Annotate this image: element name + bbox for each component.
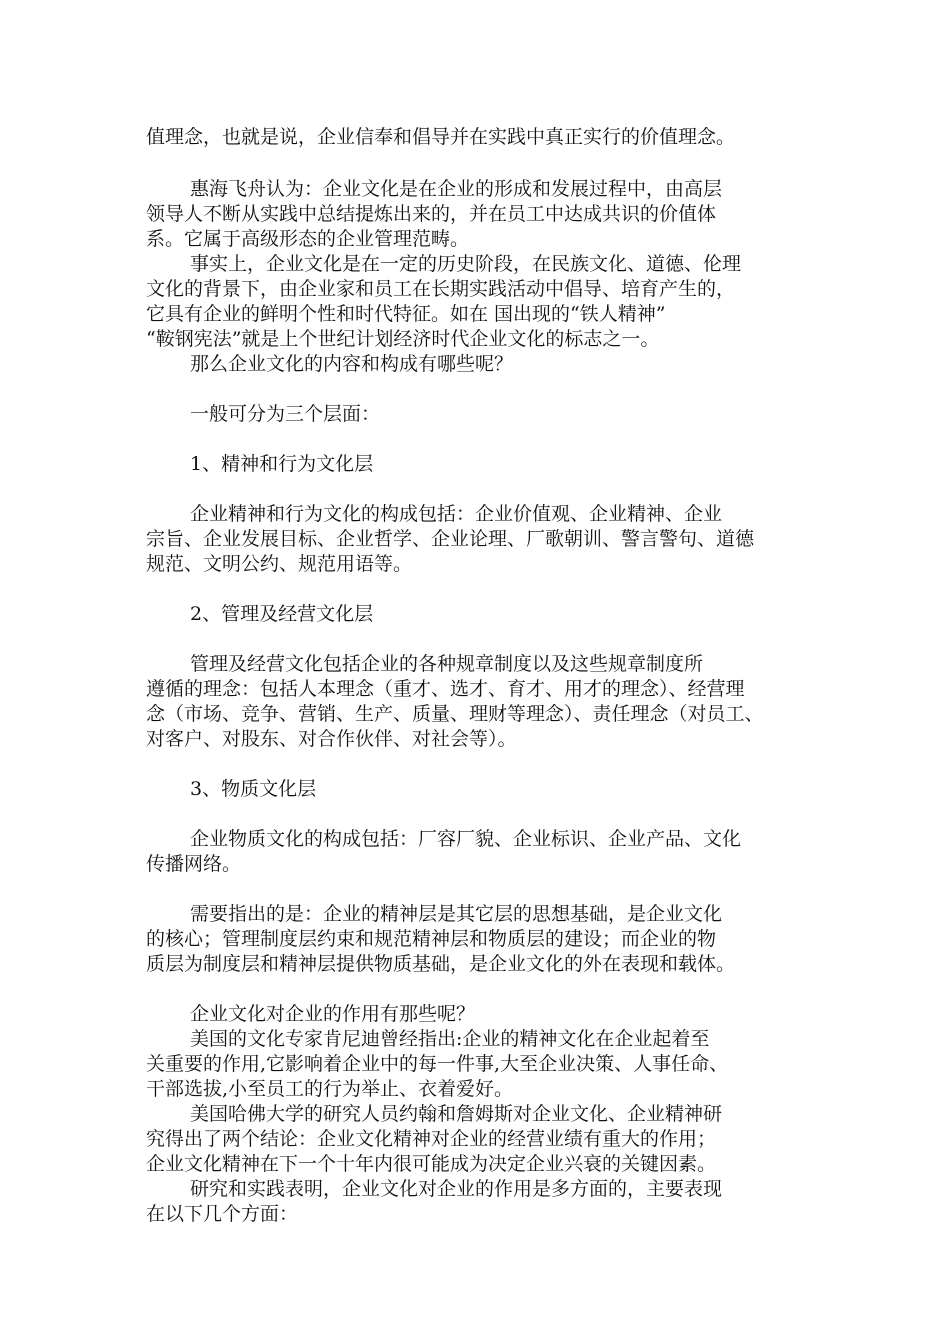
text-line: 美国哈佛大学的研究人员约翰和詹姆斯对企业文化、企业精神研: [190, 1103, 723, 1125]
text-line: 关重要的作用,它影响着企业中的每一件事,大至企业决策、人事任命、: [146, 1053, 729, 1075]
text-line: 企业精神和行为文化的构成包括：企业价值观、企业精神、企业: [190, 503, 723, 525]
text-line: 质层为制度层和精神层提供物质基础，是企业文化的外在表现和载体。: [146, 953, 736, 975]
text-line: 究得出了两个结论：企业文化精神对企业的经营业绩有重大的作用；: [146, 1128, 717, 1150]
section-heading: 2、管理及经营文化层: [190, 603, 374, 625]
text-line: 需要指出的是：企业的精神层是其它层的思想基础，是企业文化: [190, 903, 723, 925]
text-line: 它具有企业的鲜明个性和时代特征。如在 国出现的“铁人精神”: [146, 303, 666, 325]
text-line: 一般可分为三个层面：: [190, 403, 381, 425]
text-line: 企业文化对企业的作用有那些呢？: [190, 1003, 476, 1025]
text-line: 的核心；管理制度层约束和规范精神层和物质层的建设；而企业的物: [146, 928, 717, 950]
text-line: 管理及经营文化包括企业的各种规章制度以及这些规章制度所: [190, 653, 704, 675]
text-line: “鞍钢宪法”就是上个世纪计划经济时代企业文化的标志之一。: [146, 328, 660, 350]
text-line: 传播网络。: [146, 853, 242, 875]
text-line: 美国的文化专家肯尼迪曾经指出:企业的精神文化在企业起着至: [190, 1028, 710, 1050]
text-line: 惠海飞舟认为：企业文化是在企业的形成和发展过程中，由高层: [190, 178, 723, 200]
section-heading: 1、精神和行为文化层: [190, 453, 374, 475]
text-line: 值理念，也就是说，企业信奉和倡导并在实践中真正实行的价值理念。: [146, 126, 736, 148]
text-line: 文化的背景下，由企业家和员工在长期实践活动中倡导、培育产生的，: [146, 278, 736, 300]
text-line: 企业文化精神在下一个十年内很可能成为决定企业兴衰的关键因素。: [146, 1153, 717, 1175]
text-line: 领导人不断从实践中总结提炼出来的，并在员工中达成共识的价值体: [146, 203, 717, 225]
text-line: 对客户、对股东、对合作伙伴、对社会等）。: [146, 728, 517, 750]
text-line: 企业物质文化的构成包括：厂容厂貌、企业标识、企业产品、文化: [190, 828, 742, 850]
text-line: 干部选拔,小至员工的行为举止、衣着爱好。: [146, 1078, 514, 1100]
text-line: 遵循的理念：包括人本理念（重才、选才、育才、用才的理念）、经营理: [146, 678, 745, 700]
text-line: 研究和实践表明，企业文化对企业的作用是多方面的，主要表现: [190, 1178, 723, 1200]
section-heading: 3、物质文化层: [190, 778, 317, 800]
text-line: 系。它属于高级形态的企业管理范畴。: [146, 228, 470, 250]
text-line: 事实上，企业文化是在一定的历史阶段，在民族文化、道德、伦理: [190, 253, 742, 275]
text-line: 规范、文明公约、规范用语等。: [146, 553, 413, 575]
text-line: 宗旨、企业发展目标、企业哲学、企业论理、厂歌朝训、警言警句、道德: [146, 528, 755, 550]
text-line: 念（市场、竞争、营销、生产、质量、理财等理念）、责任理念（对员工、: [146, 703, 764, 725]
text-line: 在以下几个方面：: [146, 1203, 299, 1225]
text-line: 那么企业文化的内容和构成有哪些呢？: [190, 353, 514, 375]
